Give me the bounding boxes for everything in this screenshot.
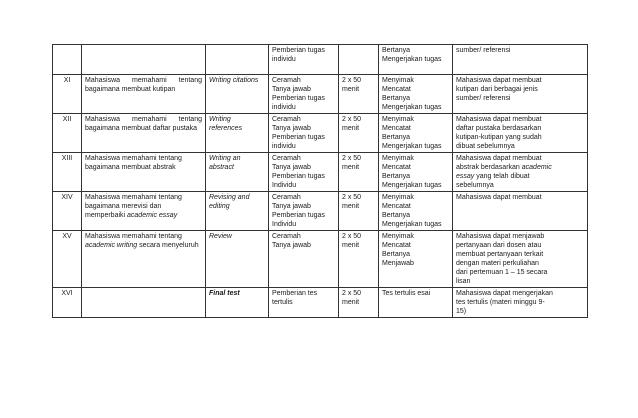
activity-cell: Menyimak Mencatat Bertanya Mengerjakan tugas <box>379 114 453 153</box>
time-cell: 2 x 50 menit <box>339 231 379 288</box>
indicator-cell: Mahasiswa dapat menjawab pertanyaan dari dosen atau membuat pertanyaan terkait dengan materi perkuliahan dari pertemuan 1 – 15 secara lisan <box>453 231 588 288</box>
meeting-number-cell: XII <box>53 114 82 153</box>
competency-cell: Mahasiswa memahami tentang bagaimana membuat kutipan <box>82 75 206 114</box>
table-row <box>53 153 588 192</box>
competency-cell: Mahasiswa memahami tentang bagaimana membuat daftar pustaka <box>82 114 206 153</box>
activity-cell: Bertanya Mengerjakan tugas <box>379 45 453 75</box>
material-cell: Revising and editing <box>206 192 269 231</box>
activity-cell: Menyimak Mencatat Bertanya Mengerjakan tugas <box>379 75 453 114</box>
material-cell: Writing references <box>206 114 269 153</box>
method-cell: Ceramah Tanya jawab Pemberian tugas individu <box>269 75 339 114</box>
table-row <box>53 288 588 318</box>
table-row <box>53 75 588 114</box>
competency-cell <box>82 288 206 318</box>
activity-cell: Menyimak Mencatat Bertanya Mengerjakan tugas <box>379 192 453 231</box>
competency-cell: Mahasiswa memahami tentang bagaimana merevisi dan memperbaiki academic essay <box>82 192 206 231</box>
indicator-cell: Mahasiswa dapat membuat <box>453 192 588 231</box>
meeting-number-cell: XVI <box>53 288 82 318</box>
material-cell: Final test <box>206 288 269 318</box>
competency-cell: Mahasiswa memahami tentang academic writing secara menyeluruh <box>82 231 206 288</box>
method-cell: Ceramah Tanya jawab Pemberian tugas Individu <box>269 153 339 192</box>
meeting-number-cell: XV <box>53 231 82 288</box>
time-cell: 2 x 50 menit <box>339 114 379 153</box>
method-cell: Ceramah Tanya jawab Pemberian tugas individu <box>269 114 339 153</box>
meeting-number-cell <box>53 45 82 75</box>
syllabus-table <box>52 44 588 318</box>
time-cell <box>339 45 379 75</box>
method-cell: Pemberian tugas individu <box>269 45 339 75</box>
meeting-number-cell: XIV <box>53 192 82 231</box>
time-cell: 2 x 50 menit <box>339 192 379 231</box>
activity-cell: Menyimak Mencatat Bertanya Mengerjakan tugas <box>379 153 453 192</box>
indicator-cell: Mahasiswa dapat membuat daftar pustaka berdasarkan kutipan-kutipan yang sudah dibuat sebelumnya <box>453 114 588 153</box>
material-cell: Review <box>206 231 269 288</box>
indicator-cell: Mahasiswa dapat membuat kutipan dari berbagai jenis sumber/ referensi <box>453 75 588 114</box>
method-cell: Ceramah Tanya jawab <box>269 231 339 288</box>
meeting-number-cell: XI <box>53 75 82 114</box>
competency-cell <box>82 45 206 75</box>
competency-cell: Mahasiswa memahami tentang bagaimana membuat abstrak <box>82 153 206 192</box>
indicator-cell: sumber/ referensi <box>453 45 588 75</box>
indicator-cell: Mahasiswa dapat membuat abstrak berdasarkan academic essay yang telah dibuat sebelumnya <box>453 153 588 192</box>
method-cell: Pemberian tes tertulis <box>269 288 339 318</box>
method-cell: Ceramah Tanya jawab Pemberian tugas Individu <box>269 192 339 231</box>
table-row <box>53 114 588 153</box>
material-cell <box>206 45 269 75</box>
table-row <box>53 45 588 75</box>
time-cell: 2 x 50 menit <box>339 153 379 192</box>
table-row <box>53 231 588 288</box>
time-cell: 2 x 50 menit <box>339 288 379 318</box>
time-cell: 2 x 50 menit <box>339 75 379 114</box>
indicator-cell: Mahasiswa dapat mengerjakan tes tertulis (materi minggu 9- 15) <box>453 288 588 318</box>
meeting-number-cell: XIII <box>53 153 82 192</box>
activity-cell: Tes tertulis esai <box>379 288 453 318</box>
table-row <box>53 192 588 231</box>
material-cell: Writing citations <box>206 75 269 114</box>
material-cell: Writing an abstract <box>206 153 269 192</box>
activity-cell: Menyimak Mencatat Bertanya Menjawab <box>379 231 453 288</box>
